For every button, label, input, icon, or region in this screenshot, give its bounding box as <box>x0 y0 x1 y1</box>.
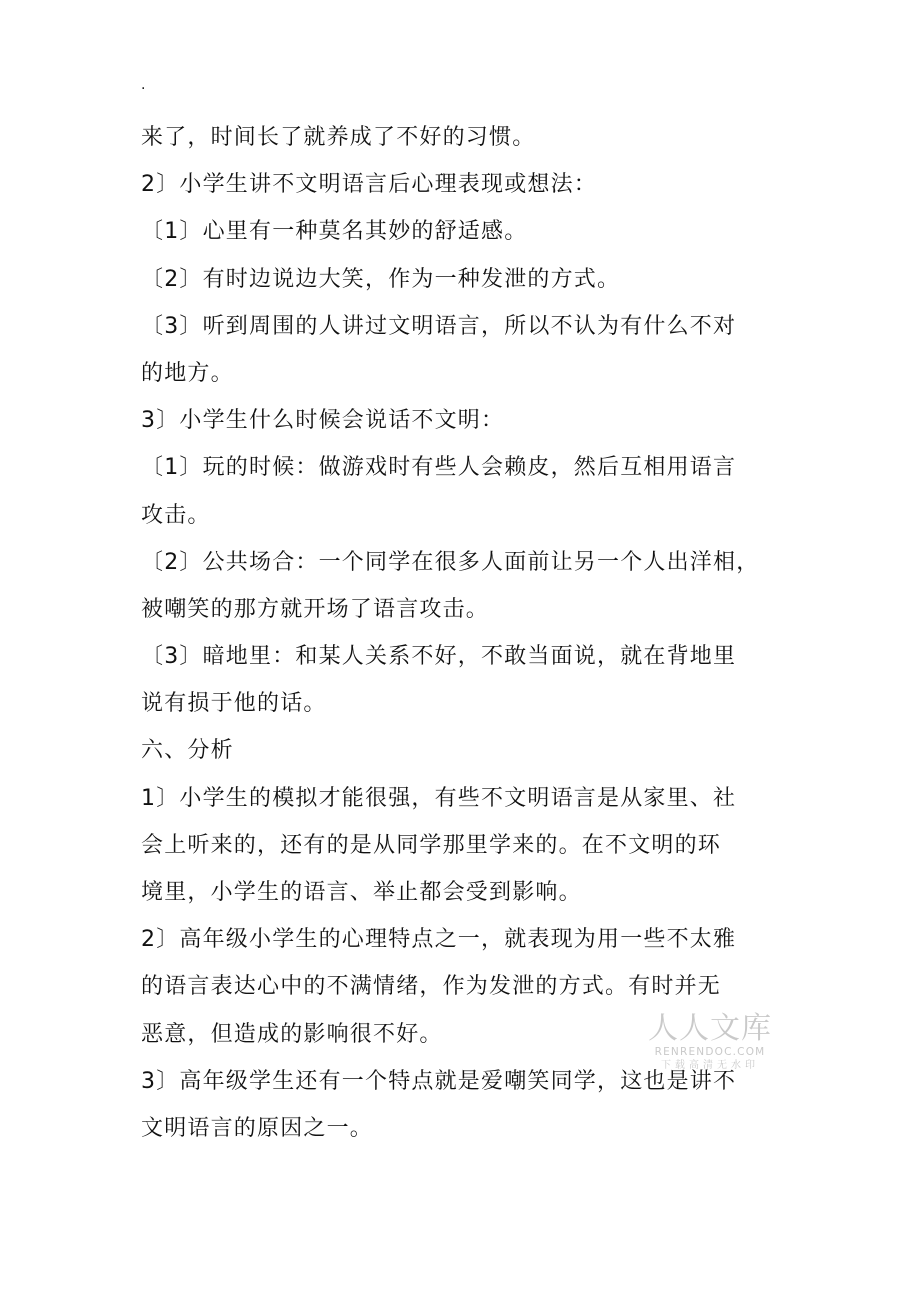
watermark-domain: RENRENDOC.COM <box>654 1046 766 1058</box>
list-item: 2〕高年级小学生的心理特点之一，就表现为用一些不太雅 <box>141 927 737 953</box>
chapter-heading: 六、分析 <box>141 738 234 764</box>
text-line: 的语言表达心中的不满情绪，作为发泄的方式。有时并无 <box>141 974 722 1000</box>
section-heading: 2〕小学生讲不文明语言后心理表现或想法： <box>141 172 597 198</box>
text-line: 说有损于他的话。 <box>141 691 327 717</box>
section-heading: 3〕小学生什么时候会说话不文明： <box>141 408 505 434</box>
text-line: 会上听来的，还有的是从同学那里学来的。在不文明的环 <box>141 832 722 858</box>
text-line: 文明语言的原因之一。 <box>141 1115 374 1141</box>
list-item: 〔1〕心里有一种莫名其妙的舒适感。 <box>141 219 528 245</box>
text-line: 的地方。 <box>141 360 234 386</box>
list-item: 〔3〕听到周围的人讲过文明语言，所以不认为有什么不对 <box>141 313 737 339</box>
page-marker: . <box>141 77 146 93</box>
text-line: 攻击。 <box>141 502 211 528</box>
text-line: 恶意，但造成的影响很不好。 <box>141 1021 443 1047</box>
text-line: 境里，小学生的语言、举止都会受到影响。 <box>141 880 582 905</box>
watermark-logo <box>648 1012 772 1072</box>
watermark-tagline: 下载高清无水印 <box>661 1060 759 1071</box>
list-item: 3〕高年级学生还有一个特点就是爱嘲笑同学，这也是讲不 <box>141 1068 737 1094</box>
list-item: 1〕小学生的模拟才能很强，有些不文明语言是从家里、社 <box>141 785 737 811</box>
list-item: 〔2〕公共场合：一个同学在很多人面前让另一个人出洋相， <box>141 549 760 575</box>
list-item: 〔2〕有时边说边大笑，作为一种发泄的方式。 <box>141 266 621 292</box>
list-item: 〔3〕暗地里：和某人关系不好，不敢当面说，就在背地里 <box>141 644 737 670</box>
text-line: 来了，时间长了就养成了不好的习惯。 <box>141 125 536 150</box>
watermark-title: 人人文库 <box>648 1011 772 1046</box>
document-body <box>141 114 781 1152</box>
text-line: 被嘲笑的那方就开场了语言攻击。 <box>141 596 490 622</box>
list-item: 〔1〕玩的时候：做游戏时有些人会赖皮，然后互相用语言 <box>141 455 737 481</box>
